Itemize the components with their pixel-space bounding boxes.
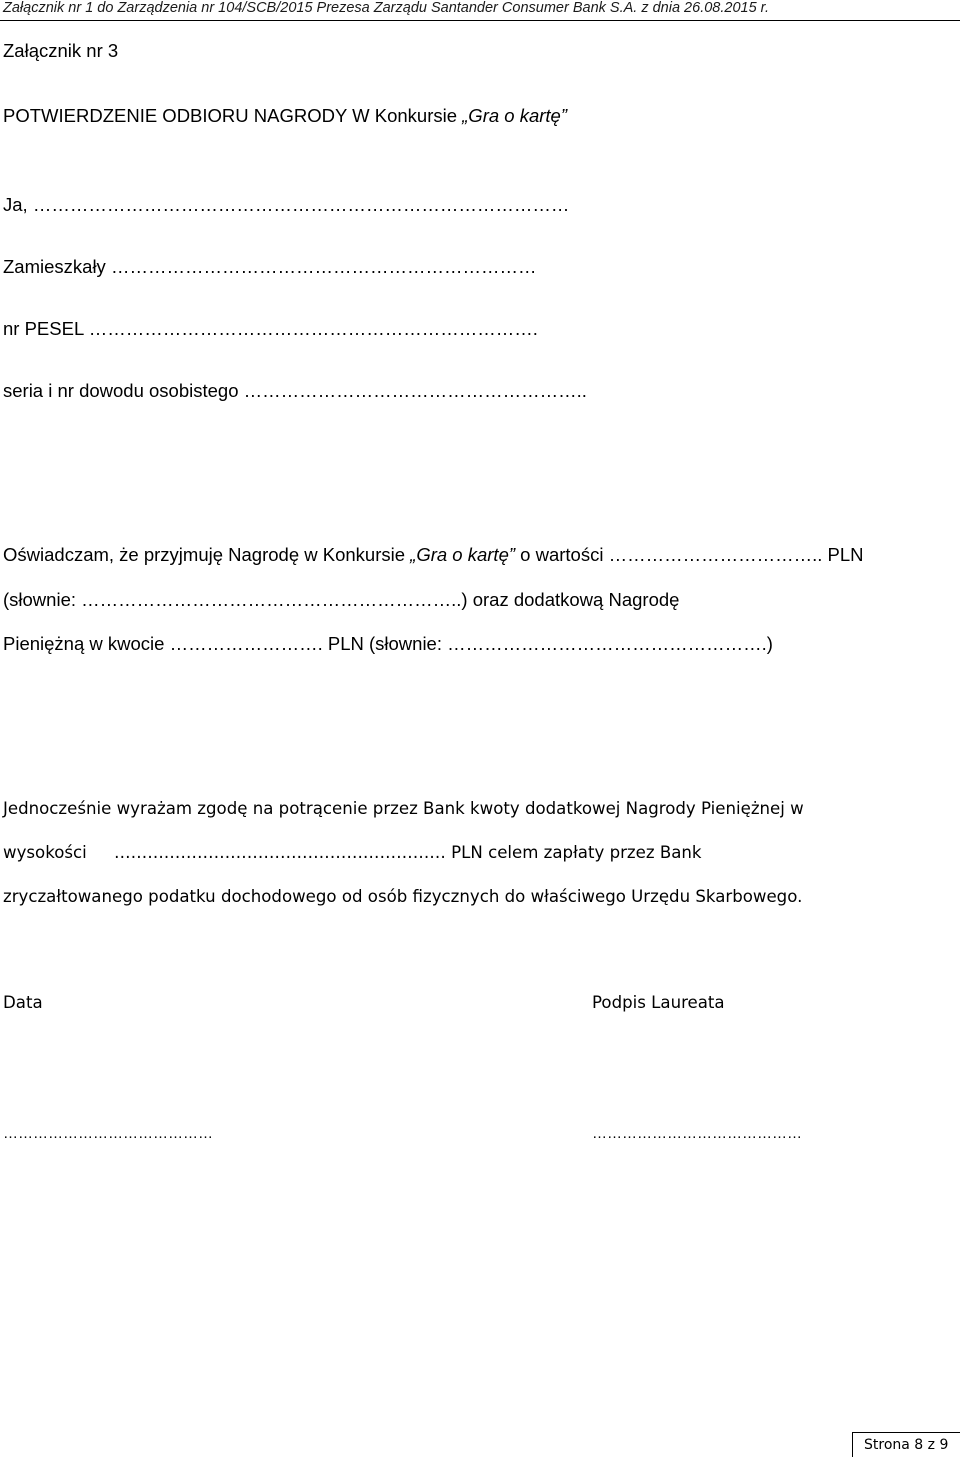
declaration-value: o wartości …………………………….. PLN	[515, 544, 864, 565]
consent-line-3: zryczałtowanego podatku dochodowego od osób fizycznych do właściwego Urzędu Skarbowego.	[3, 887, 803, 906]
declaration-text: Oświadczam, że przyjmuję Nagrodę w Konkursie	[3, 544, 411, 565]
date-line: ……………………………………	[3, 1125, 213, 1142]
heading-contest-name: „Gra o kartę”	[462, 105, 567, 126]
consent-line-1: Jednocześnie wyrażam zgodę na potrącenie przez Bank kwoty dodatkowej Nagrody Pieniężnej w	[3, 799, 804, 818]
consent-line-2-amount: …………………………………………………… PLN celem zapłaty przez Bank	[114, 843, 702, 862]
declaration-line-3: Pieniężną w kwocie ……………………. PLN (słownie: …………………………………………….)	[3, 633, 773, 654]
signature-line: ……………………………………	[592, 1125, 802, 1142]
date-label: Data	[3, 993, 43, 1012]
pesel-field: nr PESEL ……………………………………………………………….	[3, 318, 538, 339]
declaration-line-2: (słownie: ……………………………………………………..) oraz dodatkową Nagrodę	[3, 589, 680, 610]
id-document-field: seria i nr dowodu osobistego ………………………………………………..	[3, 380, 587, 401]
document-header: Załącznik nr 1 do Zarządzenia nr 104/SCB/2015 Prezesa Zarządu Santander Consumer Bank S.A. z dnia 26.08.2015 r.	[3, 0, 769, 16]
heading-text: POTWIERDZENIE ODBIORU NAGRODY W Konkursie	[3, 105, 463, 126]
signature-label: Podpis Laureata	[592, 993, 725, 1012]
address-field: Zamieszkały ……………………………………………………………	[3, 256, 537, 277]
attachment-title: Załącznik nr 3	[3, 40, 119, 61]
consent-line-2-label: wysokości	[3, 843, 87, 862]
declaration-contest-name: „Gra o kartę”	[410, 544, 516, 565]
name-field: Ja, ……………………………………………………………………………	[3, 194, 570, 215]
declaration-line-1	[3, 544, 863, 566]
page-number: Strona 8 z 9	[864, 1437, 949, 1453]
document-heading	[3, 105, 567, 127]
header-rule	[0, 20, 960, 21]
